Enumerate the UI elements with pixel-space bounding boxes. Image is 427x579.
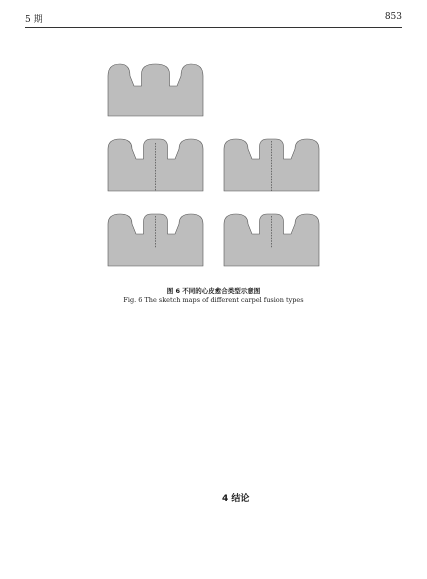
- panel-b: [100, 115, 214, 189]
- panel-d: [100, 190, 214, 264]
- figure-caption-cn: 图 6 不同的心皮愈合类型示意图: [166, 287, 261, 295]
- header-rule: [25, 27, 402, 28]
- section-heading: 4 结论: [222, 494, 250, 504]
- panel-c: [216, 115, 330, 189]
- figure-caption-en: Fig. 6 The sketch maps of different carpel fusion types: [123, 296, 304, 304]
- panel-e: [216, 190, 330, 264]
- page-number: 853: [384, 12, 402, 22]
- page-header: [25, 12, 402, 26]
- panel-a: [100, 40, 214, 114]
- issue-number: 5 期: [25, 15, 43, 25]
